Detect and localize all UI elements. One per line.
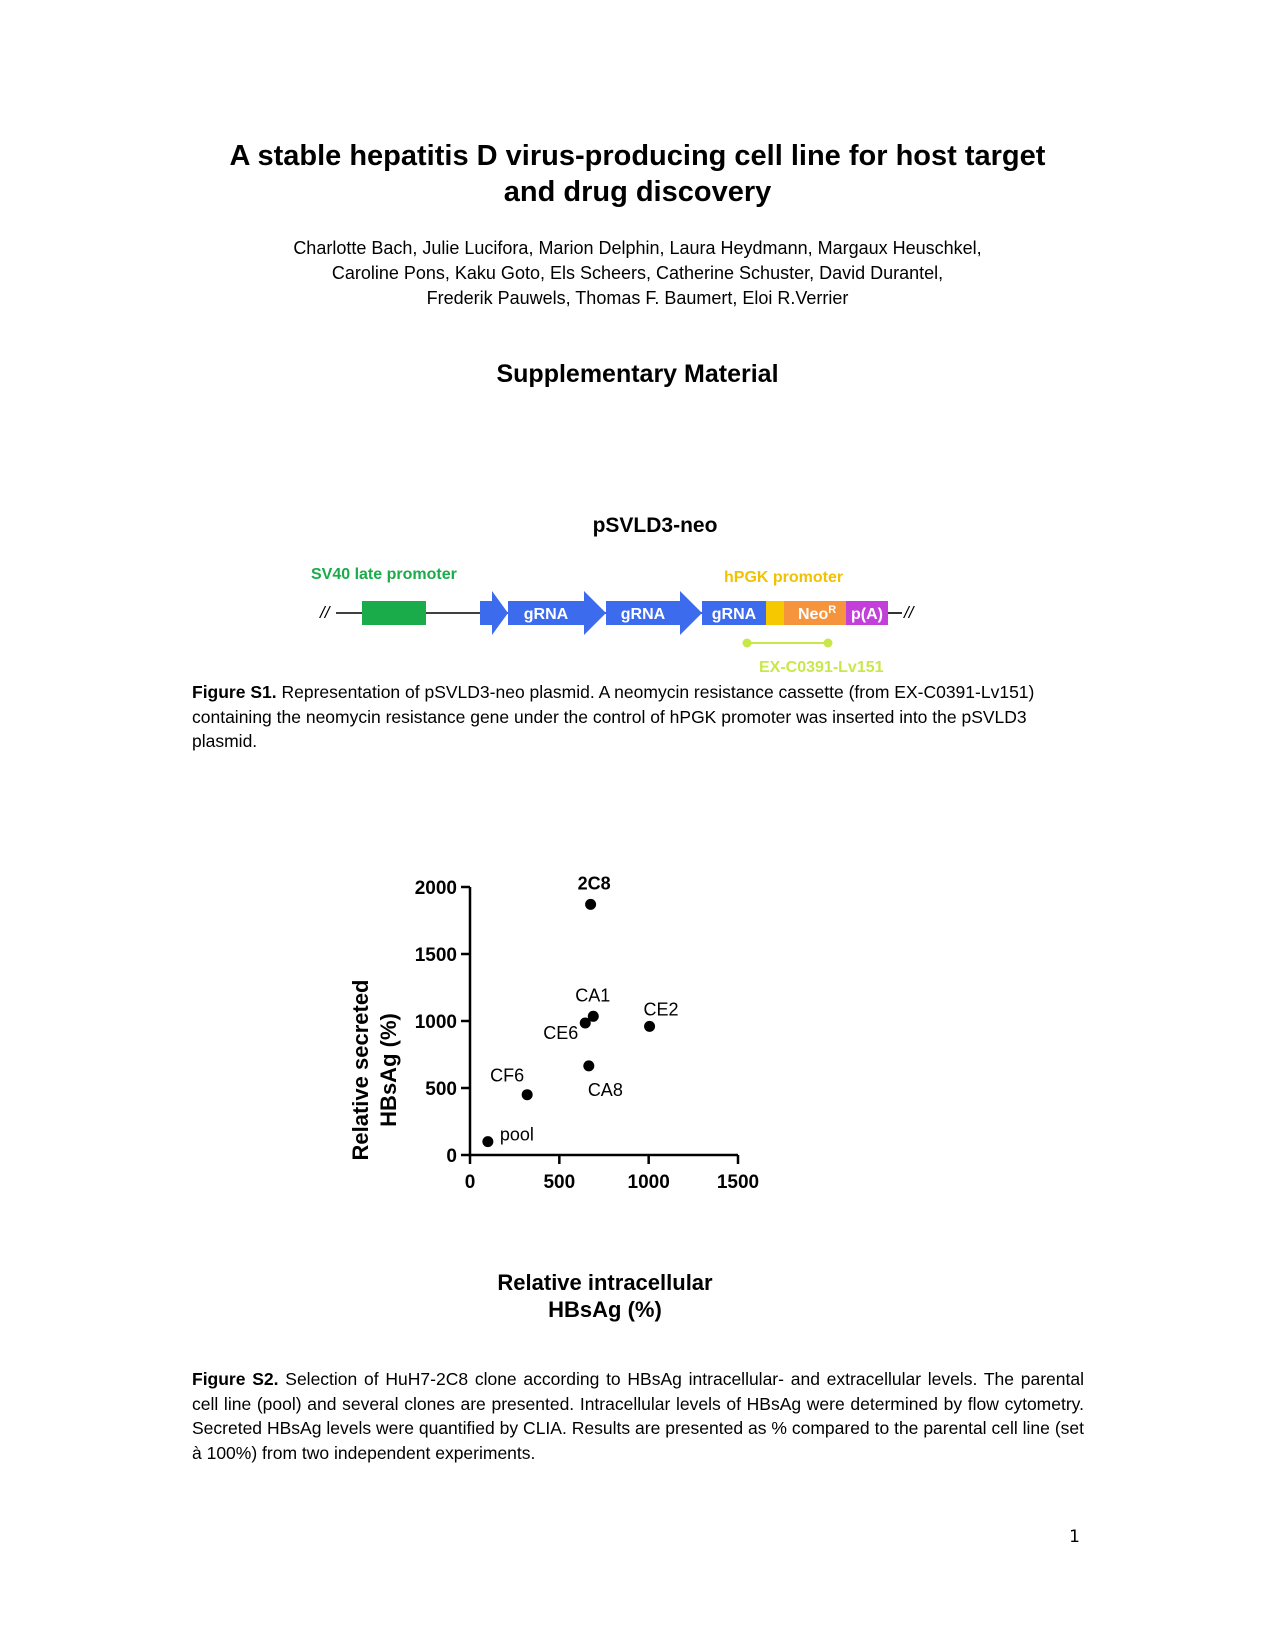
y-tick-label: 500 (425, 1079, 457, 1100)
sv40-promoter-label: SV40 late promoter (311, 566, 457, 583)
point-label-cf6: CF6 (490, 1065, 525, 1086)
y-axis-label-line-1: Relative secreted (348, 979, 373, 1161)
figure-s2-caption-text: Selection of HuH7-2C8 clone according to HBsAg intracellular- and extracellular levels. The parental cell line (pool) and several clones are presented. Intracellular levels of HBsAg were determined by flow cytometry. Secreted HBsAg levels were quantified by CLIA. Results are presented as % compared to the parental cell line (set à 100%) from two independent experiments. (192, 1369, 1084, 1463)
x-tick-label: 1500 (716, 1172, 760, 1193)
grna-label-2: gRNA (620, 606, 666, 623)
paper-title (140, 138, 1135, 210)
point-label-pool: pool (499, 1124, 534, 1145)
sv40-promoter-box (362, 601, 426, 625)
authors-line-1: Charlotte Bach, Julie Lucifora, Marion Delphin, Laura Heydmann, Margaux Heuschkel, (293, 238, 982, 258)
authors-line-3: Frederik Pauwels, Thomas F. Baumert, Eloi R.Verrier (426, 288, 849, 308)
point-label-ce6: CE6 (543, 1023, 579, 1044)
grna-label-1: gRNA (523, 606, 569, 623)
author-list (140, 236, 1135, 311)
data-point-pool (482, 1136, 493, 1147)
point-label-2c8: 2C8 (577, 873, 611, 894)
x-axis-label-line-1: Relative intracellular (497, 1270, 713, 1295)
title-line-2: and drug discovery (503, 176, 772, 208)
authors-line-2: Caroline Pons, Kaku Goto, Els Scheers, Catherine Schuster, David Durantel, (331, 263, 944, 283)
x-tick-label: 0 (464, 1172, 476, 1193)
ex-insert-label: EX-C0391-Lv151 (759, 659, 884, 676)
plasmid-map (320, 585, 960, 665)
left-break-mark: // (320, 603, 330, 622)
grna-arrow-small (480, 591, 508, 635)
x-tick-label: 500 (543, 1172, 576, 1193)
figure-s1-caption-text: Representation of pSVLD3-neo plasmid. A neomycin resistance cassette (from EX-C0391-Lv151) containing the neomycin resistance gene under the control of hPGK promoter was inserted into the pSVLD3 plasmid. (192, 682, 1035, 751)
ex-insert-end-dot (824, 639, 833, 648)
figure-s2-caption-label: Figure S2. (192, 1369, 279, 1389)
hpgk-promoter-box (766, 601, 784, 625)
figure-s1-caption (192, 680, 1084, 754)
polya-label: p(A) (851, 606, 883, 623)
data-point-ca1 (588, 1011, 599, 1022)
page-number: 1 (1069, 1527, 1080, 1547)
ex-insert-start-dot (743, 639, 752, 648)
y-tick-label: 0 (446, 1146, 457, 1167)
neo-label-text: Neo (798, 606, 829, 623)
y-tick-label: 2000 (414, 878, 457, 899)
y-axis-label-line-2: HBsAg (%) (376, 1013, 401, 1127)
hpgk-promoter-label: hPGK promoter (724, 569, 844, 586)
point-label-ce2: CE2 (643, 999, 679, 1020)
y-tick-label: 1500 (414, 945, 457, 966)
data-point-ca8 (583, 1060, 594, 1071)
figure-s2-caption (192, 1367, 1084, 1465)
data-point-ce2 (644, 1021, 655, 1032)
data-point-2c8 (585, 899, 596, 910)
grna-label-3: gRNA (711, 606, 757, 623)
figure-s1-caption-label: Figure S1. (192, 682, 277, 702)
hbsag-scatter-chart (340, 873, 860, 1330)
data-point-cf6 (522, 1089, 533, 1100)
point-label-ca1: CA1 (575, 985, 611, 1006)
title-line-1: A stable hepatitis D virus-producing cell line for host target (229, 140, 1046, 172)
x-axis-label-line-2: HBsAg (%) (548, 1297, 662, 1322)
right-break-mark: // (904, 603, 914, 622)
neo-label-superscript: R (828, 604, 837, 616)
point-label-ca8: CA8 (587, 1079, 623, 1100)
x-tick-label: 1000 (627, 1172, 670, 1193)
y-tick-label: 1000 (414, 1012, 457, 1033)
plasmid-title: pSVLD3-neo (592, 514, 718, 537)
section-title: Supplementary Material (496, 360, 779, 388)
